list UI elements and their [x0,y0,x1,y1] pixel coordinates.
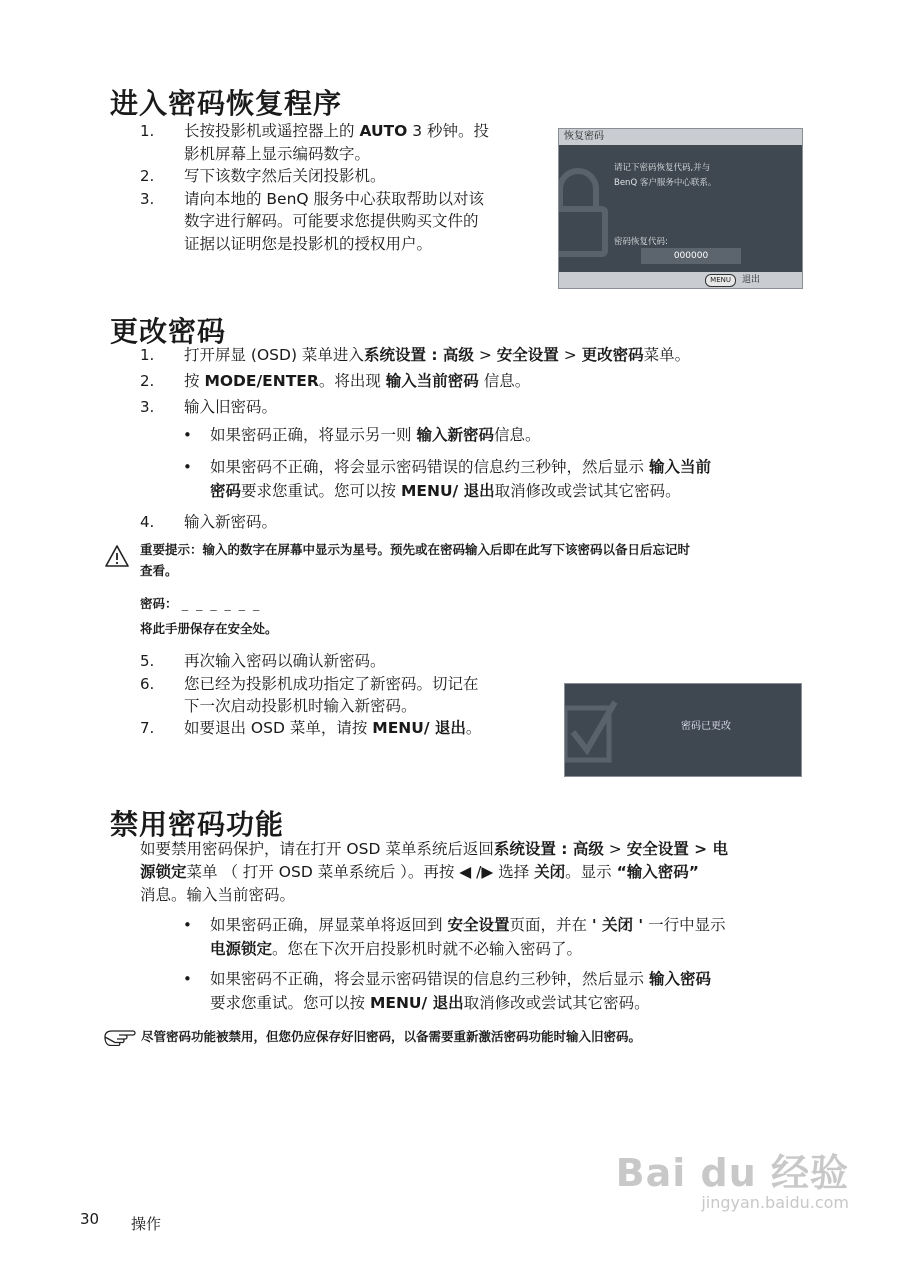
disable-paragraph-line: 如要禁用密码保护，请在打开 OSD 菜单系统后返回系统设置 : 高级 > 安全设置 > 电 [140,840,728,858]
change-step-4-text: 输入新密码。 [184,513,278,531]
tip-note: 尽管密码功能被禁用，但您仍应保存好旧密码，以备需要重新激活密码功能时输入旧密码。 [141,1029,642,1044]
disable-bullet-2-marker: • [183,970,192,988]
change-bullet-2-marker: • [183,458,192,476]
osd-password-changed-message: 密码已更改 [681,721,731,732]
checkbox-icon [564,694,619,774]
change-bullet-1-marker: • [183,426,192,444]
change-step-5-marker: 5. [140,652,155,670]
osd-recover-password-screen [558,128,803,289]
watermark-url: jingyan.baidu.com [701,1193,849,1212]
change-step-1-marker: 1. [140,346,155,364]
keep-safe-note: 将此手册保存在安全处。 [140,621,278,636]
osd-footer [559,272,802,288]
change-step-3-text: 输入旧密码。 [184,398,278,416]
disable-bullet-1-text: 电源锁定。您在下次开启投影机时就不必输入密码了。 [210,940,583,958]
change-bullet-2-text: 密码要求您重试。您可以按 MENU/ 退出取消修改或尝试其它密码。 [210,482,681,500]
osd-exit-label: 退出 [741,275,760,285]
change-step-4-marker: 4. [140,513,155,531]
change-step-2-text: 按 MODE/ENTER。将出现 输入当前密码 信息。 [184,372,531,390]
disable-bullet-2-text: 如果密码不正确，将会显示密码错误的信息约三秒钟，然后显示 输入密码 [210,970,711,988]
change-step-6-text: 您已经为投影机成功指定了新密码。切记在 [184,675,479,693]
watermark-brand: Bai du 经验 [615,1151,849,1195]
osd-recovery-code: 000000 [641,248,741,264]
section-title-recovery: 进入密码恢复程序 [110,87,343,120]
recovery-step-3-marker: 3. [140,189,155,208]
disable-bullet-2-text: 要求您重试。您可以按 MENU/ 退出取消修改或尝试其它密码。 [210,994,650,1012]
osd-password-changed-screen [564,683,802,777]
change-step-3-marker: 3. [140,398,155,416]
recovery-step-3-text: 数字进行解码。可能要求您提供购买文件的 [184,212,479,230]
page-number: 30 [80,1210,100,1228]
recovery-step-2-marker: 2. [140,167,155,185]
change-step-2-marker: 2. [140,372,155,390]
recovery-step-3-text: 证据以证明您是投影机的授权用户。 [184,234,433,253]
password-record-line [140,594,261,613]
disable-bullet-1-text: 如果密码正确，屏显菜单将返回到 安全设置页面，并在 ' 关闭 ' 一行中显示 [210,916,726,934]
osd-title: 恢复密码 [559,129,802,145]
section-title-change-password: 更改密码 [110,315,227,348]
disable-paragraph-line: 源锁定菜单 （ 打开 OSD 菜单系统后 ）。再按 ◀ /▶ 选择 关闭。显示 “输入密码” [140,863,699,881]
change-bullet-1-text: 如果密码正确，将显示另一则 输入新密码信息。 [210,426,541,444]
warning-icon [104,544,130,568]
section-title-disable-password: 禁用密码功能 [110,808,285,841]
change-step-7-marker: 7. [140,719,155,737]
recovery-step-1-text: 影机屏幕上显示编码数字。 [184,144,371,163]
osd-instruction-line1: 请记下密码恢复代码,并与 [614,163,711,173]
menu-button: MENU [705,274,736,287]
change-step-6-marker: 6. [140,675,155,693]
recovery-step-1-text: 长按投影机或遥控器上的 AUTO 3 秒钟。投 [184,122,490,140]
baidu-jingyan-watermark [616,1142,849,1212]
change-step-1-text: 打开屏显 (OSD) 菜单进入系统设置 : 高级 > 安全设置 > 更改密码菜单。 [184,346,691,364]
recovery-step-1-marker: 1. [140,122,155,140]
change-step-5-text: 再次输入密码以确认新密码。 [184,652,386,670]
important-note-line: 查看。 [140,563,178,578]
footer-section-name: 操作 [131,1215,162,1233]
recovery-step-3-text: 请向本地的 BenQ 服务中心获取帮助以对该 [184,189,485,208]
change-step-7-text: 如要退出 OSD 菜单，请按 MENU/ 退出。 [184,719,482,737]
disable-bullet-1-marker: • [183,916,192,934]
important-note-line: 重要提示：输入的数字在屏幕中显示为星号。预先或在密码输入后即在此写下该密码以备日后忘记时 [140,542,691,557]
osd-instruction-line2: BenQ 客户服务中心联系。 [614,178,717,188]
disable-paragraph-line: 消息。输入当前密码。 [140,886,296,904]
lock-icon [558,159,615,269]
change-bullet-2-text: 如果密码不正确，将会显示密码错误的信息约三秒钟，然后显示 输入当前 [210,458,711,476]
pointing-hand-icon [103,1028,137,1046]
change-step-6-text: 下一次启动投影机时输入新密码。 [184,697,417,715]
osd-code-label: 密码恢复代码: [614,237,668,247]
password-label: 密码： [140,596,178,611]
password-blanks: _ _ _ _ _ _ [181,596,262,611]
recovery-step-2-text: 写下该数字然后关闭投影机。 [184,167,386,185]
